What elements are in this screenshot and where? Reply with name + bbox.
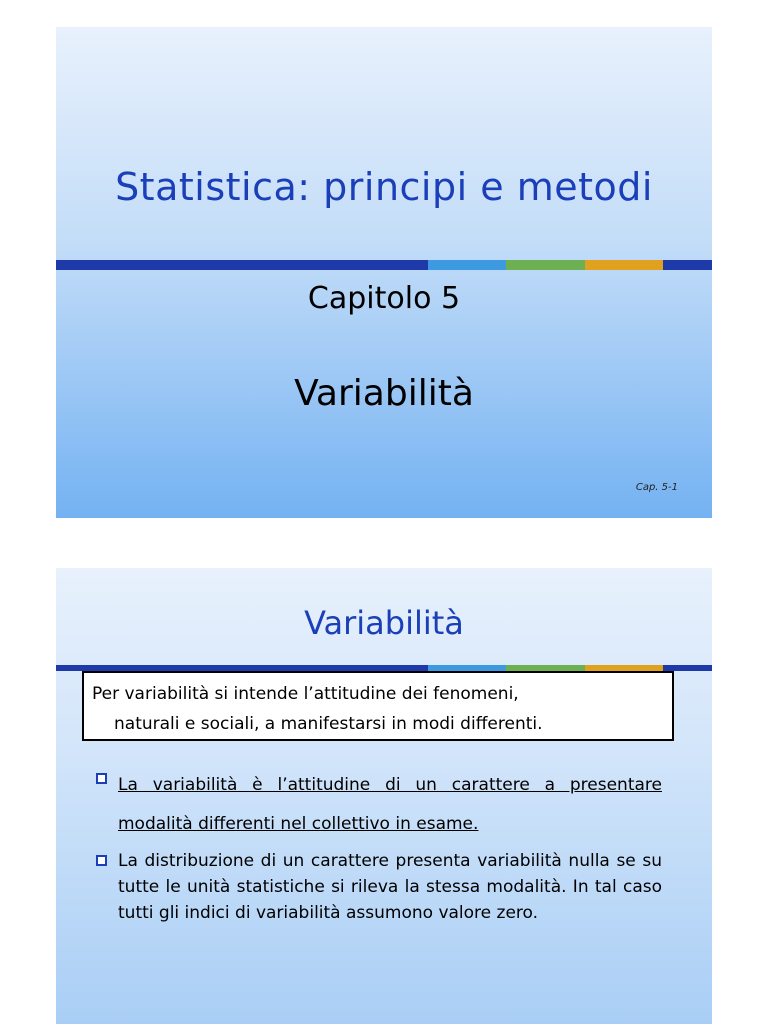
- list-item: [96, 848, 662, 926]
- bar-segment-green: [506, 260, 585, 270]
- slide-title: Variabilità: [304, 604, 464, 642]
- bar-segment-blue: [428, 260, 506, 270]
- square-bullet-icon: [96, 855, 107, 866]
- definition-line-1: Per variabilità si intende l’attitudine dei fenomeni,: [92, 684, 519, 704]
- bar-segment-navy-end: [663, 260, 712, 270]
- bullet-list: [96, 766, 662, 926]
- bar-segment-orange: [585, 260, 663, 270]
- slide-subtitle: Variabilità: [294, 373, 474, 414]
- definition-box: [82, 671, 674, 741]
- square-bullet-icon: [96, 773, 107, 784]
- definition-line-2: naturali e sociali, a manifestarsi in modi differenti.: [114, 714, 543, 734]
- slide-1: [56, 27, 712, 518]
- bullet-text: La distribuzione di un carattere presenta variabilità nulla se su tutte le unità statistiche si rileva la stessa modalità. In tal caso tutti gli indici di variabilità assumono valore zero.: [118, 851, 662, 923]
- bullet-text: La variabilità è l’attitudine di un carattere a presentare modalità differenti nel collettivo in esame.: [118, 775, 662, 834]
- slide-title: Statistica: principi e metodi: [115, 165, 653, 209]
- color-bar: [56, 260, 712, 270]
- bar-segment-navy: [56, 260, 428, 270]
- page-reference: Cap. 5-1: [635, 482, 678, 493]
- list-item: [96, 766, 662, 844]
- slide-2: [56, 568, 712, 1024]
- chapter-label: Capitolo 5: [307, 281, 461, 316]
